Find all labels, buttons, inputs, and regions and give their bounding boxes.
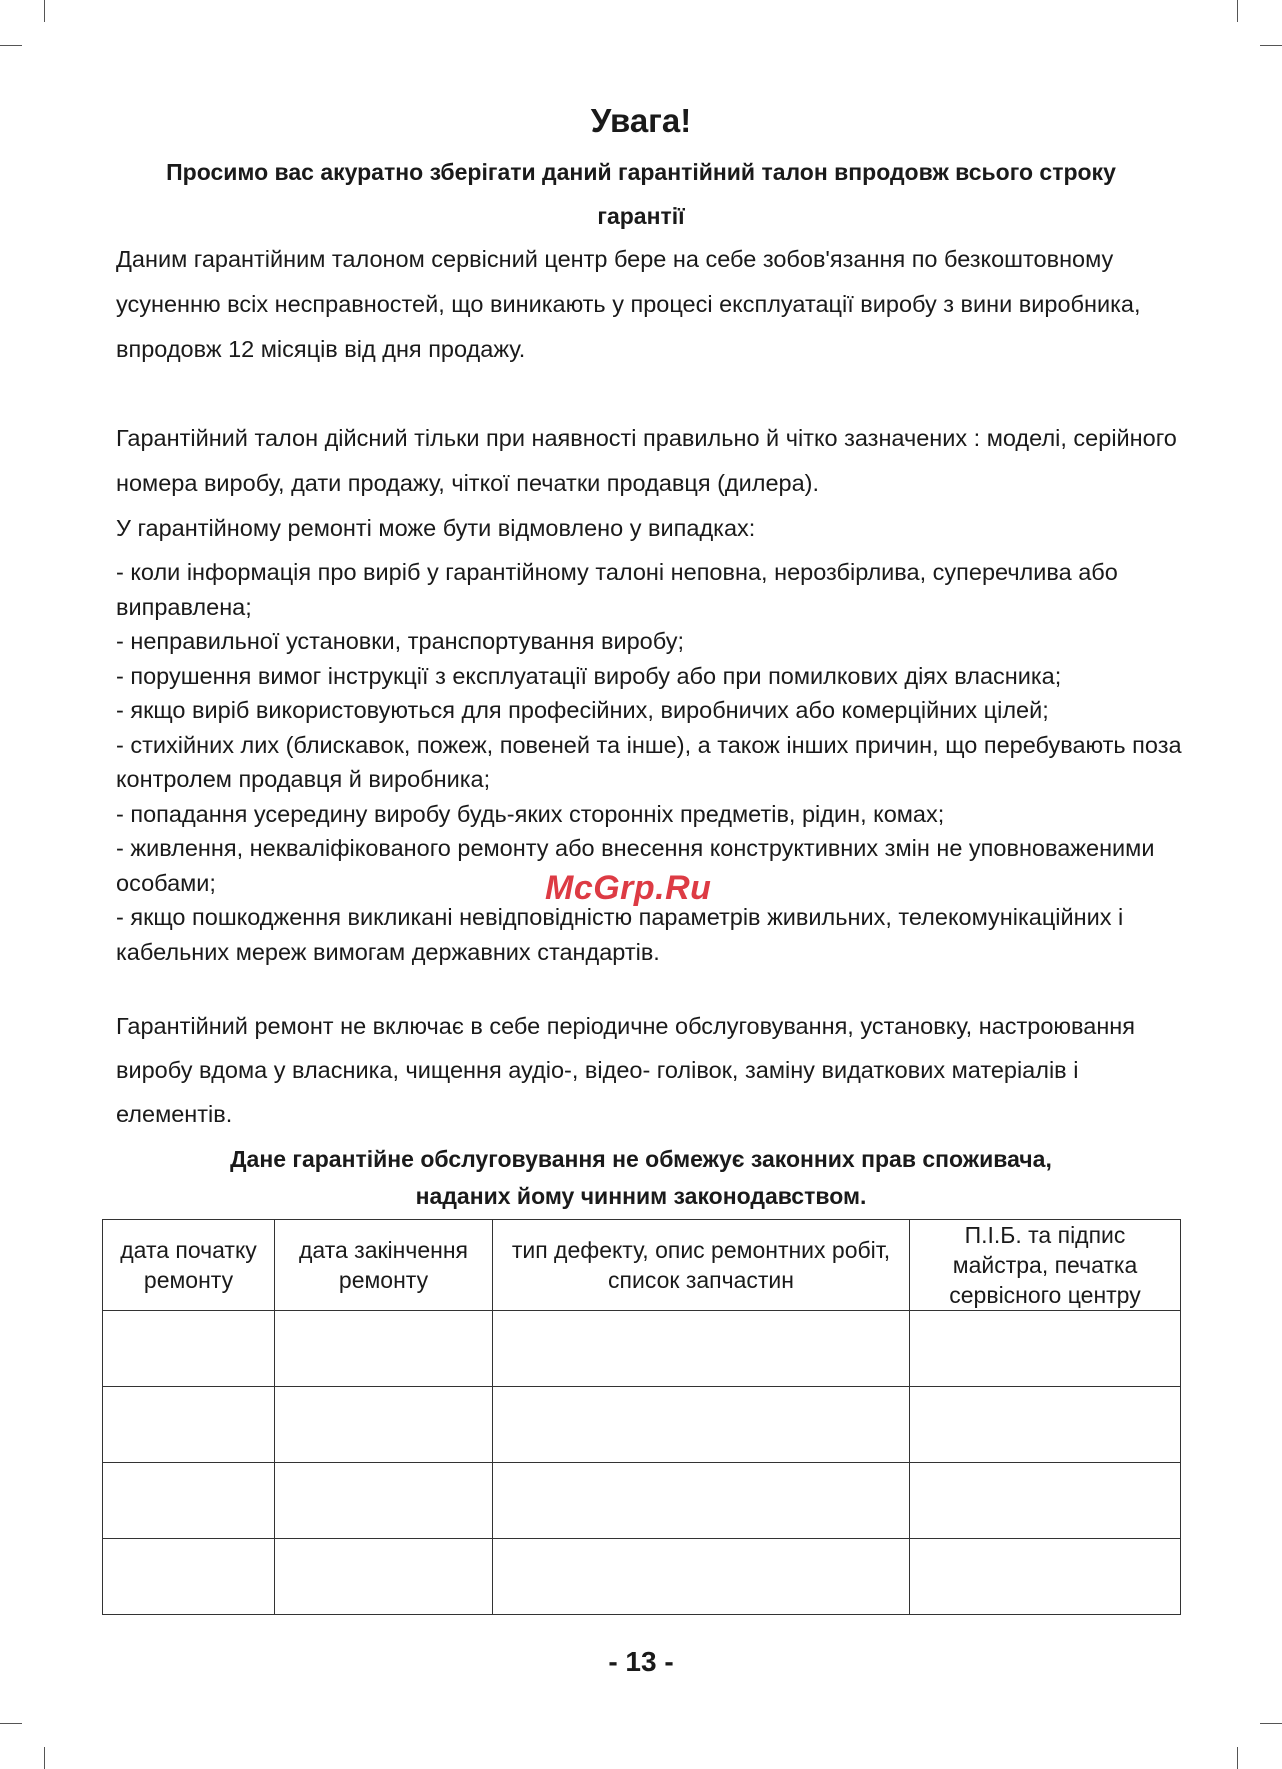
table-cell — [910, 1463, 1181, 1539]
table-header-row — [103, 1220, 1181, 1311]
final-note — [0, 1141, 1282, 1215]
table-row — [103, 1539, 1181, 1615]
table-cell — [910, 1387, 1181, 1463]
crop-mark — [44, 1747, 45, 1769]
table-cell — [275, 1311, 493, 1387]
crop-mark — [1237, 0, 1238, 22]
column-header-defect-description: тип дефекту, опис ремонтних робіт, список запчастин — [493, 1220, 910, 1311]
condition-item: - якщо пошкодження викликані невідповідністю параметрів живильних, телекомунікаційних і кабельних мереж вимогам державних стандартів. — [116, 904, 1124, 965]
table-row — [103, 1311, 1181, 1387]
watermark: McGrp.Ru — [545, 869, 712, 907]
table-cell — [103, 1387, 275, 1463]
table-cell — [103, 1311, 275, 1387]
crop-mark — [0, 45, 22, 46]
table-cell — [493, 1387, 910, 1463]
refusal-intro: У гарантійному ремонті може бути відмовлено у випадках: — [116, 515, 756, 541]
table-cell — [493, 1311, 910, 1387]
table-row — [103, 1387, 1181, 1463]
final-note-line: Дане гарантійне обслуговування не обмежує законних прав споживача, — [230, 1146, 1052, 1172]
intro-paragraph: Даним гарантійним талоном сервісний центр бере на себе зобов'язання по безкоштовному усуненню всіх несправностей, що виникають у процесі експлуатації виробу з вини виробника, впродовж 12 місяців від дня продажу. — [116, 246, 1141, 362]
repair-log-table — [102, 1219, 1181, 1615]
crop-mark — [1237, 1747, 1238, 1769]
table-cell — [910, 1539, 1181, 1615]
table-cell — [275, 1387, 493, 1463]
crop-mark — [0, 1723, 22, 1724]
condition-item: - неправильної установки, транспортування виробу; — [116, 628, 684, 654]
table-cell — [103, 1463, 275, 1539]
condition-item: - стихійних лих (блискавок, пожеж, повеней та інше), а також інших причин, що перебувають поза контролем продавця й виробника; — [116, 731, 1182, 792]
page-number: - 13 - — [608, 1646, 674, 1677]
condition-item: - якщо виріб використовуються для професійних, виробничих або комерційних цілей; — [116, 697, 1049, 723]
table-cell — [275, 1463, 493, 1539]
column-header-start-date: дата початку ремонту — [103, 1220, 275, 1311]
page-subtitle: Просимо вас акуратно зберігати даний гарантійний талон впродовж всього строку гарантії — [166, 159, 1116, 229]
table-cell — [275, 1539, 493, 1615]
column-header-end-date: дата закінчення ремонту — [275, 1220, 493, 1311]
crop-mark — [1260, 1723, 1282, 1724]
table-cell — [103, 1539, 275, 1615]
crop-mark — [44, 0, 45, 22]
condition-item: - порушення вимог інструкції з експлуатації виробу або при помилкових діях власника; — [116, 662, 1062, 689]
table-row — [103, 1463, 1181, 1539]
final-note-line: наданих йому чинним законодавством. — [415, 1183, 867, 1209]
validity-paragraph: Гарантійний талон дійсний тільки при наявності правильно й чітко зазначених : моделі, серійного номера виробу, дати продажу, чіткої печатки продавця (дилера). — [116, 425, 1177, 496]
exclusions-paragraph: Гарантійний ремонт не включає в себе періодичне обслуговування, установку, настроювання виробу вдома у власника, чищення аудіо-, відео- голівок, заміну видаткових матеріалів і елементів. — [116, 1013, 1136, 1127]
crop-mark — [1260, 45, 1282, 46]
page-title: Увага! — [590, 102, 692, 139]
table-cell — [910, 1311, 1181, 1387]
condition-item: - коли інформація про виріб у гарантійному талоні неповна, нерозбірлива, суперечлива або виправлена; — [116, 559, 1118, 620]
condition-item: - попадання усередину виробу будь-яких сторонніх предметів, рідин, комах; — [116, 800, 945, 827]
condition-item: - живлення, некваліфікованого ремонту або внесення конструктивних змін не уповноваженими особами; — [116, 835, 1155, 896]
column-header-master-signature: П.І.Б. та підпис майстра, печатка сервісного центру — [910, 1220, 1181, 1311]
table-cell — [493, 1539, 910, 1615]
table-cell — [493, 1463, 910, 1539]
